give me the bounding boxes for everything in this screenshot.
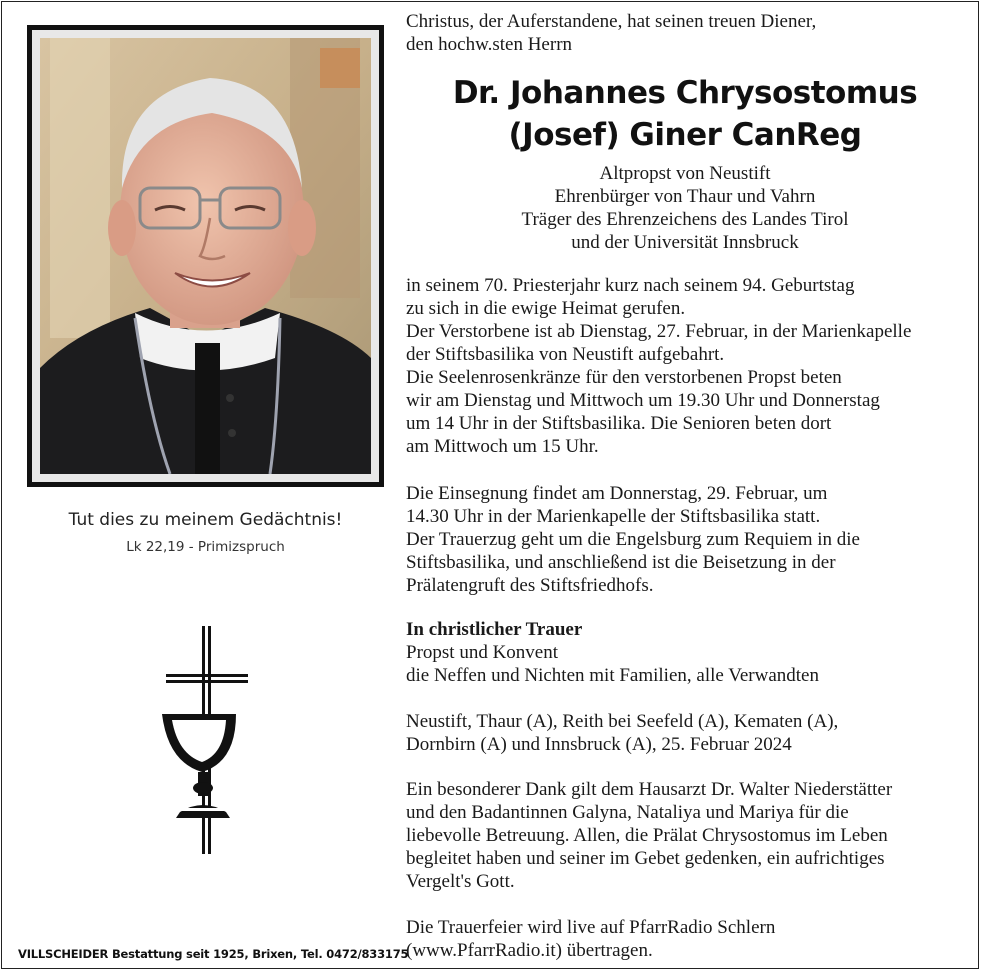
announcement-paragraph bbox=[406, 274, 966, 458]
intro-text bbox=[406, 10, 966, 56]
intro-line: Christus, der Auferstandene, hat seinen treuen Diener, bbox=[406, 11, 817, 32]
portrait-frame bbox=[27, 25, 384, 487]
primiz-quote-reference: Lk 22,19 - Primizspruch bbox=[126, 539, 285, 555]
mourning-heading: In christlicher Trauer bbox=[406, 619, 583, 640]
deceased-name bbox=[400, 72, 970, 156]
text-line: Neustift, Thaur (A), Reith bei Seefeld (A), Kematen (A), bbox=[406, 711, 839, 732]
funeral-paragraph bbox=[406, 482, 966, 597]
text-line: zu sich in die ewige Heimat gerufen. bbox=[406, 298, 686, 319]
text-line: die Neffen und Nichten mit Familien, alle Verwandten bbox=[406, 665, 819, 686]
intro-line: den hochw.sten Herrn bbox=[406, 34, 573, 55]
text-line: der Stiftsbasilika von Neustift aufgebahrt. bbox=[406, 344, 725, 365]
text-line: Die Seelenrosenkränze für den verstorbenen Propst beten bbox=[406, 367, 842, 388]
title-line: und der Universität Innsbruck bbox=[571, 232, 799, 253]
text-line: Der Trauerzug geht um die Engelsburg zum Requiem in die bbox=[406, 529, 860, 550]
text-line: am Mittwoch um 15 Uhr. bbox=[406, 436, 599, 457]
text-line: Die Einsegnung findet am Donnerstag, 29. Februar, um bbox=[406, 483, 828, 504]
place-date bbox=[406, 710, 966, 756]
primiz-quote: Tut dies zu meinem Gedächtnis! bbox=[68, 510, 343, 530]
title-line: Ehrenbürger von Thaur und Vahrn bbox=[554, 186, 816, 207]
text-line: Die Trauerfeier wird live auf PfarrRadio Schlern bbox=[406, 917, 776, 938]
text-line: liebevolle Betreuung. Allen, die Prälat Chrysostomus im Leben bbox=[406, 825, 888, 846]
mourners-list bbox=[406, 641, 966, 687]
text-line: um 14 Uhr in der Stiftsbasilika. Die Senioren beten dort bbox=[406, 413, 832, 434]
funeral-home-footer: VILLSCHEIDER Bestattung seit 1925, Brixen, Tel. 0472/833175 bbox=[18, 947, 409, 961]
text-line: begleitet haben und seiner im Gebet gedenken, ein aufrichtiges bbox=[406, 848, 885, 869]
text-line: Propst und Konvent bbox=[406, 642, 558, 663]
text-line: Prälatengruft des Stiftsfriedhofs. bbox=[406, 575, 654, 596]
text-line: 14.30 Uhr in der Marienkapelle der Stiftsbasilika statt. bbox=[406, 506, 821, 527]
text-line: Ein besonderer Dank gilt dem Hausarzt Dr. Walter Niederstätter bbox=[406, 779, 893, 800]
text-line: (www.PfarrRadio.it) übertragen. bbox=[406, 940, 653, 961]
livestream-note bbox=[406, 916, 966, 962]
title-line: Altpropst von Neustift bbox=[599, 163, 771, 184]
text-line: und den Badantinnen Galyna, Nataliya und Mariya für die bbox=[406, 802, 849, 823]
text-line: wir am Dienstag und Mittwoch um 19.30 Uhr und Donnerstag bbox=[406, 390, 880, 411]
text-line: Stiftsbasilika, und anschließend ist die Beisetzung in der bbox=[406, 552, 836, 573]
title-line: Träger des Ehrenzeichens des Landes Tirol bbox=[521, 209, 849, 230]
text-line: Der Verstorbene ist ab Dienstag, 27. Februar, in der Marienkapelle bbox=[406, 321, 912, 342]
text-line: Dornbirn (A) und Innsbruck (A), 25. Februar 2024 bbox=[406, 734, 792, 755]
name-line: (Josef) Giner CanReg bbox=[508, 117, 862, 153]
name-line: Dr. Johannes Chrysostomus bbox=[452, 75, 918, 111]
deceased-titles bbox=[400, 162, 970, 254]
thanks-paragraph bbox=[406, 778, 966, 893]
cross-chalice-icon bbox=[150, 622, 260, 858]
text-line: in seinem 70. Priesterjahr kurz nach seinem 94. Geburtstag bbox=[406, 275, 855, 296]
portrait-photo bbox=[40, 38, 371, 474]
text-line: Vergelt's Gott. bbox=[406, 871, 515, 892]
